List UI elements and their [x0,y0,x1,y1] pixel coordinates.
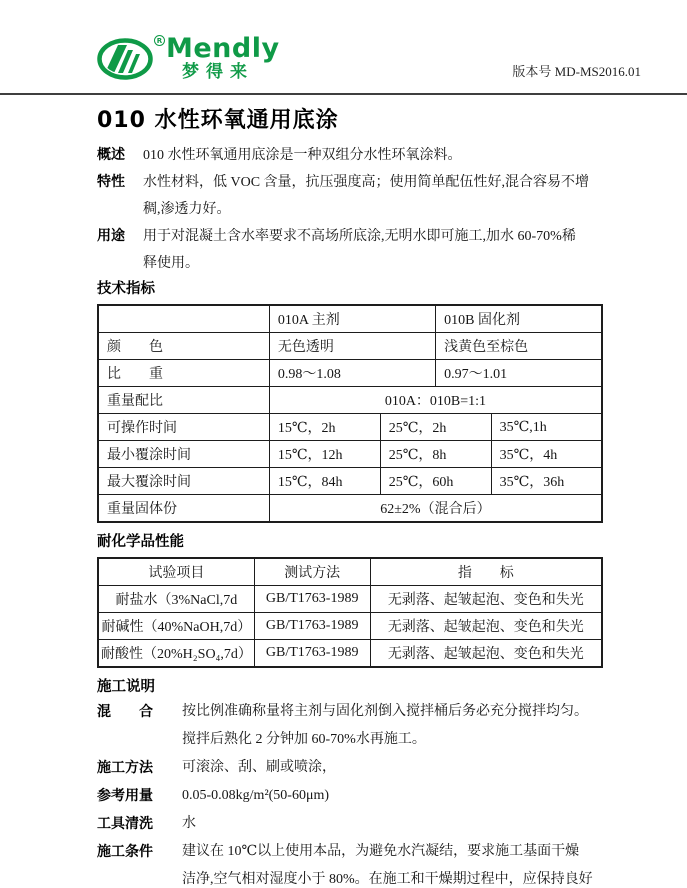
mendly-logo-icon [97,33,161,81]
page-header [0,0,687,93]
row-alkali [98,613,602,640]
brand-name-chinese: 梦得来 [182,62,254,82]
table-cell [98,305,269,333]
table-cell: 耐碱性（40%NaOH,7d） [98,613,254,640]
overview-text [143,142,603,169]
coverage-text [182,782,603,810]
table-cell: 测试方法 [254,558,370,586]
conditions-label: 施工条件 [97,844,153,860]
table-cell: GB/T1763-1989 [254,640,370,668]
table-cell: 重量配比 [98,387,269,414]
table-cell: 0.97～1.01 [436,360,602,387]
brand-logo [97,33,280,81]
table-cell: 耐盐水（3%NaCl,7d [98,586,254,613]
header-divider [0,93,687,95]
brand-name: Mendly [166,33,280,64]
section-overview [97,142,603,169]
text-line: 稠,渗透力好。 [143,202,231,217]
table-cell: 0.98～1.08 [269,360,435,387]
row-specific-gravity [98,360,602,387]
row-salt-water [98,586,602,613]
table-cell: 最大覆涂时间 [98,468,269,495]
table-cell: GB/T1763-1989 [254,613,370,640]
table-cell: 35℃,1h [491,414,602,441]
tech-spec-table [97,304,603,523]
tool-cleaning-label: 工具清洗 [97,816,153,832]
text-line: 洁净,空气相对湿度小于 80%。在施工和干燥期过程中，应保持良好 [182,872,593,887]
row-color [98,333,602,360]
tech-spec-heading: 技术指标 [97,281,155,297]
row-solids [98,495,602,523]
item-method [97,754,603,782]
text-line: 0.05-0.08kg/m²(50-60μm) [182,788,330,803]
section-features [97,169,603,223]
application-heading: 施工说明 [97,679,155,695]
mixing-text [182,698,603,754]
table-cell: 耐酸性（20%H₂SO₄,7d） [98,640,254,668]
table-cell: 25℃，8h [380,441,491,468]
table-cell: 25℃，60h [380,468,491,495]
table-cell: 浅黄色至棕色 [436,333,602,360]
chem-header-row [98,558,602,586]
usage-label: 用途 [97,228,125,244]
table-cell: GB/T1763-1989 [254,586,370,613]
table-cell: 35℃，36h [491,468,602,495]
row-min-recoat [98,441,602,468]
item-mixing [97,698,603,754]
text-line: 释使用。 [143,256,199,271]
row-pot-life [98,414,602,441]
method-text [182,754,603,782]
chem-resistance-heading: 耐化学品性能 [97,534,184,550]
text-line: 水 [182,816,196,831]
table-cell: 无剥落、起皱起泡、变色和失光 [370,586,602,613]
table-cell: 25℃，2h [380,414,491,441]
table-cell: 比 重 [98,360,269,387]
table-cell: 无剥落、起皱起泡、变色和失光 [370,613,602,640]
features-label: 特性 [97,174,125,190]
table-cell: 010B 固化剂 [436,305,602,333]
features-text [143,169,603,223]
text-line: 010 水性环氧通用底涂是一种双组分水性环氧涂料。 [143,148,462,163]
table-cell: 62±2%（混合后） [269,495,602,523]
row-mix-ratio [98,387,602,414]
page-title: 010 水性环氧通用底涂 [97,108,339,133]
text-line: 搅拌后熟化 2 分钟加 60-70%水再施工。 [182,732,426,747]
version-number: 版本号 MD-MS2016.01 [512,64,641,79]
coverage-label: 参考用量 [97,788,153,804]
conditions-text [182,838,603,888]
text-line: 水性材料，低 VOC 含量，抗压强度高；使用简单配伍性好,混合容易不增 [143,175,590,190]
table-cell: 重量固体份 [98,495,269,523]
table-cell: 010A：010B=1:1 [269,387,602,414]
registered-trademark-icon: R [154,35,165,46]
table-cell: 试验项目 [98,558,254,586]
document-body [0,106,687,888]
row-components [98,305,602,333]
table-cell: 可操作时间 [98,414,269,441]
table-cell: 35℃，4h [491,441,602,468]
logo-mark [97,33,161,81]
method-label: 施工方法 [97,760,153,776]
row-acid [98,640,602,668]
table-cell: 无色透明 [269,333,435,360]
chemical-resistance-table [97,557,603,668]
item-tool-cleaning [97,810,603,838]
row-max-recoat [98,468,602,495]
table-cell: 15℃，84h [269,468,380,495]
text-line: 用于对混凝土含水率要求不高场所底涂,无明水即可施工,加水 60-70%稀 [143,229,576,244]
text-line: 建议在 10℃以上使用本品，为避免水汽凝结，要求施工基面干燥 [182,844,580,859]
section-usage [97,223,603,277]
table-cell: 15℃，12h [269,441,380,468]
usage-text [143,223,603,277]
overview-label: 概述 [97,147,125,163]
text-line: 可滚涂、刮、刷或喷涂， [182,760,336,775]
table-cell: 无剥落、起皱起泡、变色和失光 [370,640,602,668]
table-cell: 指 标 [370,558,602,586]
table-cell: 010A 主剂 [269,305,435,333]
item-coverage [97,782,603,810]
table-cell: 15℃，2h [269,414,380,441]
table-cell: 最小覆涂时间 [98,441,269,468]
item-conditions [97,838,603,888]
tool-cleaning-text [182,810,603,838]
table-cell: 颜 色 [98,333,269,360]
text-line: 按比例准确称量将主剂与固化剂倒入搅拌桶后务必充分搅拌均匀。 [182,704,588,719]
mixing-label: 混 合 [97,704,153,720]
logo-text [166,35,280,81]
